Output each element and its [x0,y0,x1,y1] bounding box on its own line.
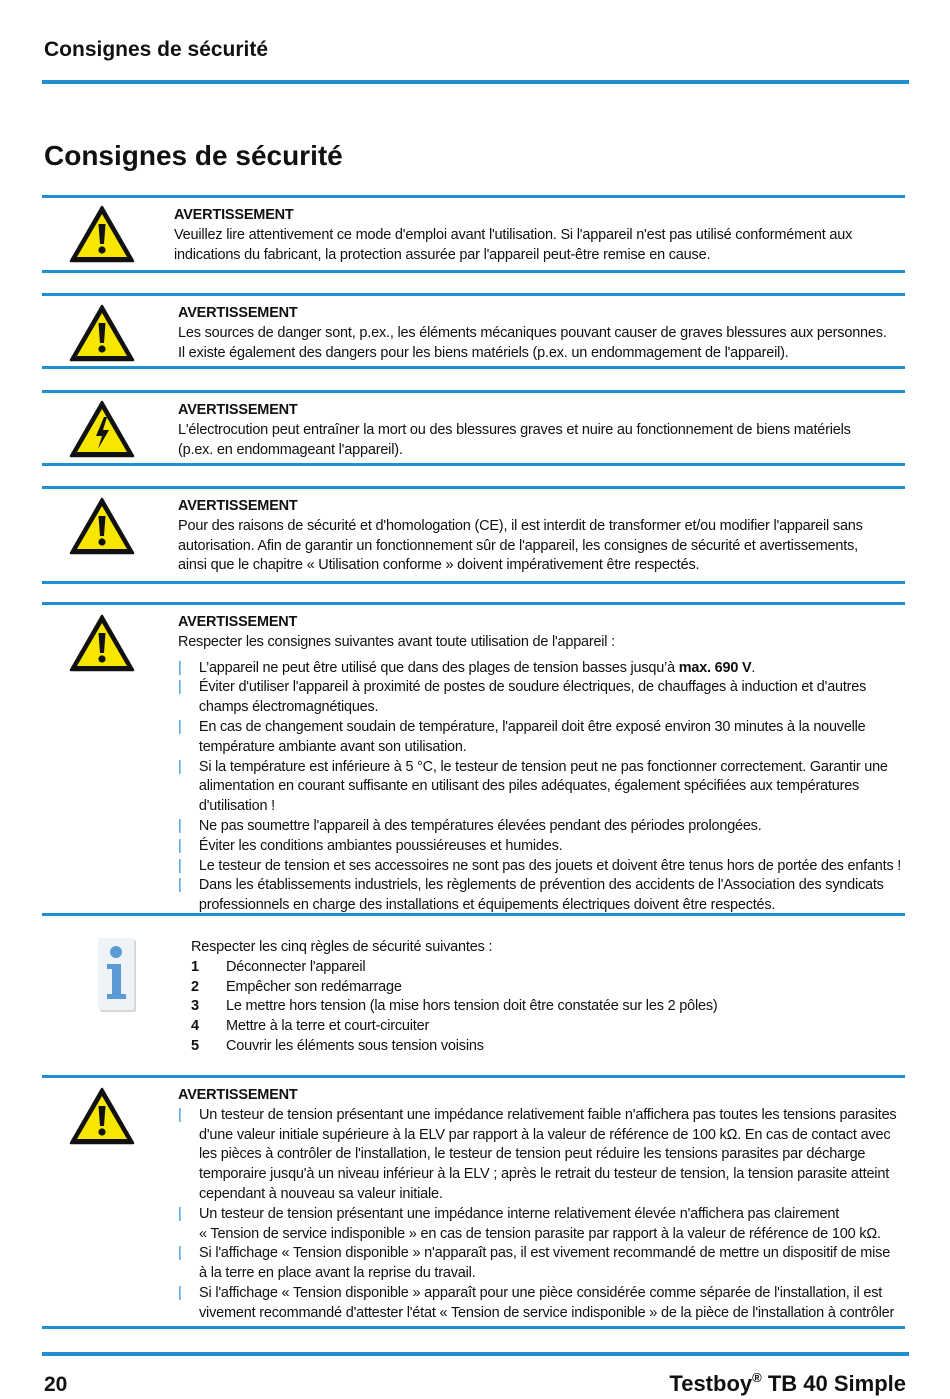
bullet-item: | Le testeur de tension et ses accessoires ne sont pas des jouets et doivent être tenus hors de portée des enfants ! [178,857,898,877]
warning-block-parasitic-voltage [42,1075,905,1329]
bullet-item: | Si l'affichage « Tension disponible » n'apparaît pas, il est vivement recommandé de mettre un dispositif de mise à la terre en place avant la reprise du travail. [178,1244,901,1284]
warning-content [178,401,901,460]
warning-triangle-icon [68,1086,136,1146]
bullet-item: | Éviter les conditions ambiantes poussiéreuses et humides. [178,837,898,857]
rule-item: 5 Couvrir les éléments sous tension voisins [191,1037,484,1054]
warning-triangle-icon [68,204,136,264]
warning-block-usage-instructions [42,602,905,916]
rule-item: 1 Déconnecter l'appareil [191,958,366,975]
bullet-item: | Dans les établissements industriels, les règlements de prévention des accidents de l'Association des syndicats professionnels en charge des installations et équipements électriques doivent être respectés. [178,876,898,916]
page-number: 20 [44,1373,68,1396]
warning-content [178,613,902,916]
warning-block-electrocution [42,390,905,466]
warning-block-read-manual [42,195,905,273]
warning-triangle-icon [68,303,136,363]
warning-triangle-icon [68,496,136,556]
info-block-five-safety-rules [42,930,905,1066]
rule-item: 2 Empêcher son redémarrage [191,978,402,995]
info-content [191,938,901,1057]
warning-text-line: ainsi que le chapitre « Utilisation conforme » doivent impérativement être respectés. [178,557,700,574]
footer-rule [42,1352,909,1356]
bullet-item: | L’appareil ne peut être utilisé que dans des plages de tension basses jusqu’à max. 690 V. [178,659,898,679]
warning-title: AVERTISSEMENT [178,305,298,321]
warning-text-line: L'électrocution peut entraîner la mort ou des blessures graves et nuire au fonctionnement de biens matériels [178,421,851,438]
warning-title: AVERTISSEMENT [178,402,298,418]
bullet-item: | Si la température est inférieure à 5 °C, le testeur de tension peut ne pas fonctionner correctement. Garantir une alimentation en courant suffisante en utilisant des piles adéquates, également spécifiées aux températures d'utilisation ! [178,758,898,817]
warning-text-line: Il existe également des dangers pour les biens matériels (p.ex. un endommagement de l'appareil). [178,344,789,361]
warning-title: AVERTISSEMENT [178,614,298,630]
bullet-item: | Ne pas soumettre l'appareil à des températures élevées pendant des périodes prolongées. [178,817,898,837]
page-title: Consignes de sécurité [44,140,343,171]
warning-intro: Respecter les consignes suivantes avant toute utilisation de l'appareil : [178,633,615,650]
warning-text-line: Les sources de danger sont, p.ex., les éléments mécaniques pouvant causer de graves blessures aux personnes. [178,324,887,341]
registered-mark: ® [752,1370,762,1385]
warning-triangle-icon [68,613,136,673]
warning-content [178,304,901,363]
electric-shock-warning-icon [68,399,136,459]
rule-item: 3 Le mettre hors tension (la mise hors tension doit être constatée sur les 2 pôles) [191,998,718,1015]
warning-text-line: Veuillez lire attentivement ce mode d'emploi avant l'utilisation. Si l'appareil n'est pas utilisé conformément aux [174,226,853,243]
warning-title: AVERTISSEMENT [178,1087,298,1103]
bullet-item: | Si l'affichage « Tension disponible » apparaît pour une pièce considérée comme séparée de l'installation, il est vivement recommandé d'attester l'état « Tension de service indisponible » de la pièce de l'installation à contrôler [178,1284,901,1324]
warning-title: AVERTISSEMENT [178,498,298,514]
warning-text-line: indications du fabricant, la protection assurée par l'appareil peut-être remise en cause. [174,246,711,263]
warning-text-line: Pour des raisons de sécurité et d'homologation (CE), il est interdit de transformer et/ou modifier l'appareil sans [178,517,863,534]
info-icon [98,936,138,1014]
bullet-item: | Un testeur de tension présentant une impédance interne relativement élevée n'affichera pas clairement « Tension de service indisponible » en cas de tension parasite par rapport à la valeur de référence de 100 kΩ. [178,1205,901,1245]
warning-title: AVERTISSEMENT [174,207,294,223]
warning-text-line: (p.ex. en endommageant l'appareil). [178,441,403,458]
bullet-item: | Éviter d'utiliser l'appareil à proximité de postes de soudure électriques, de chauffages à induction et d'autres champs électromagnétiques. [178,678,898,718]
header-rule [42,80,909,84]
info-intro: Respecter les cinq règles de sécurité suivantes : [191,939,493,955]
bullet-item: | Un testeur de tension présentant une impédance relativement faible n'affichera pas toutes les tensions parasites d'une valeur initiale supérieure à la ELV par rapport à la valeur de référence de 100 kΩ. En cas de contact avec les pièces à contrôler de l'installation, le testeur de tension peut réduire les tensions parasites par décharge temporaire jusqu'à un niveau inférieur à la ELV ; après le retrait du testeur de tension, la tension parasite atteint cependant à nouveau sa valeur initiale. [178,1106,901,1205]
product-name: Testboy® TB 40 Simple [669,1370,906,1396]
bullet-item: | En cas de changement soudain de température, l'appareil doit être exposé environ 30 minutes à la nouvelle température ambiante avant son utilisation. [178,718,898,758]
warning-content [178,497,901,576]
warning-block-modification [42,486,905,584]
warning-text-line: autorisation. Afin de garantir un fonctionnement sûr de l'appareil, les consignes de sécurité et avertissements, [178,537,858,554]
running-header: Consignes de sécurité [44,38,269,61]
warning-content [178,1086,901,1324]
warning-block-hazard-sources [42,293,905,369]
warning-content [174,206,901,265]
rule-item: 4 Mettre à la terre et court-circuiter [191,1018,430,1035]
